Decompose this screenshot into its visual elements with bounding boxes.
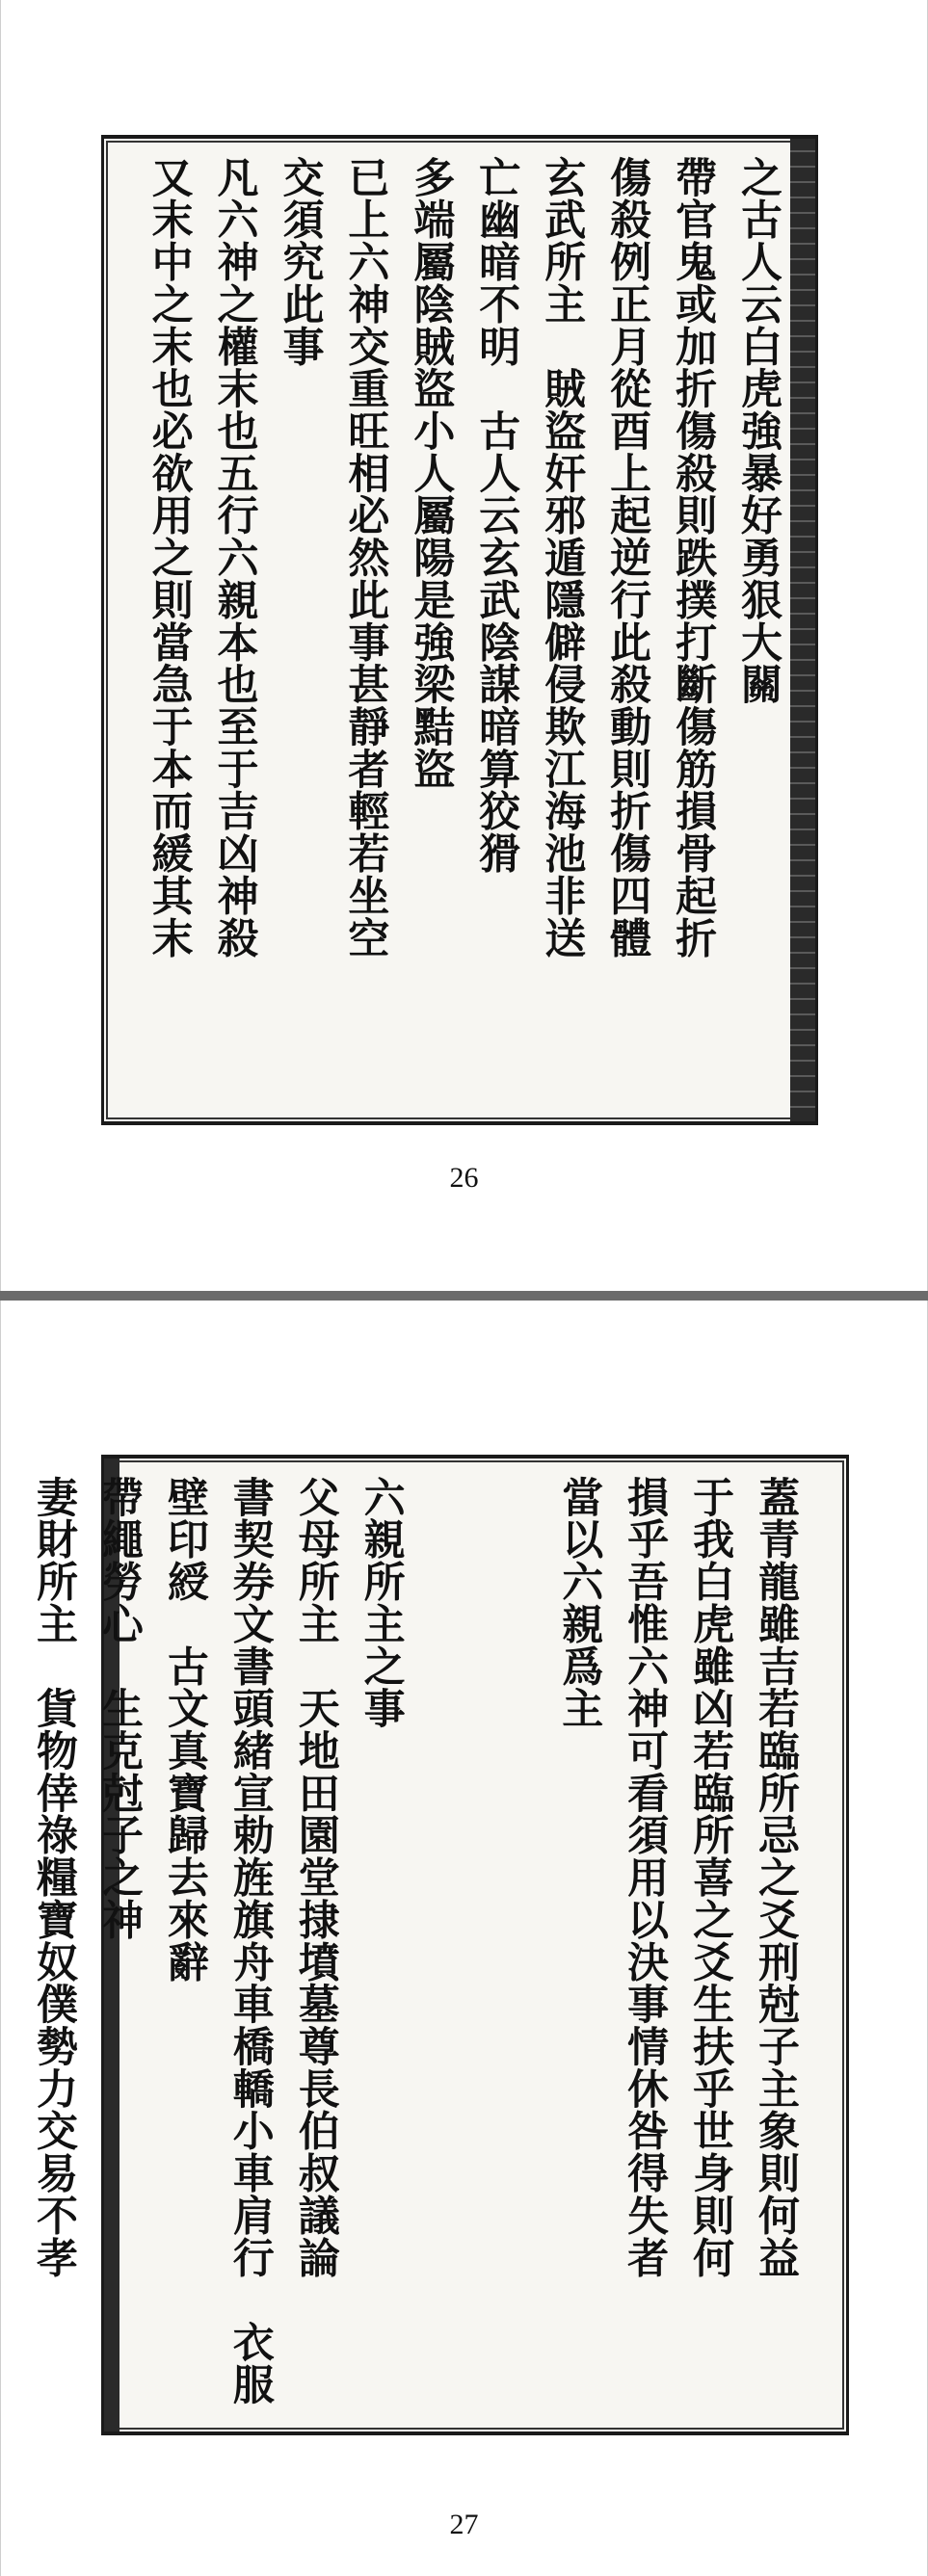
text-column: 傷殺例正月從酉上起逆行此殺動則折傷四體: [603, 156, 652, 959]
text-column: 交須究此事: [276, 156, 325, 368]
text-column: 書契券文書頭緒宣勅旌旗舟車橋轎小車肩行 衣服: [225, 1476, 275, 2405]
text-column: 壁印綬 古文真寶歸去來辭: [160, 1476, 209, 1984]
page-number: 27: [449, 2509, 479, 2540]
text-column: 已上六神交重旺相必然此事甚靜者輕若坐空: [341, 156, 390, 959]
section-heading: 六親所主之事: [357, 1476, 406, 1730]
text-column: 之古人云白虎強暴好勇狠大關: [734, 156, 782, 706]
text-column: 蓋青龍雖吉若臨所忌之爻刑尅子主象則何益: [752, 1476, 800, 2279]
text-column: 玄武所主 賊盜奸邪遁隱僻侵欺江海池非送: [538, 156, 587, 959]
text-column: 損乎吾惟六神可看須用以決事情休咎得失者: [621, 1476, 670, 2279]
page-separator: [0, 1291, 928, 1301]
text-column: 妻財所主 貨物倖祿糧寶奴僕勢力交易不孝: [29, 1476, 78, 2279]
scanned-text-block: [101, 135, 818, 1125]
text-column: 當以六親爲主: [555, 1476, 604, 1730]
page-edge-decoration: [790, 139, 815, 1121]
document-page-27: [0, 1301, 928, 2576]
text-column: 父母所主 天地田園堂捸墳墓尊長伯叔議論: [291, 1476, 340, 2279]
vertical-text-body: [129, 156, 790, 1104]
text-column: 帶繩勞心 生克尅子之神: [94, 1476, 144, 1941]
text-column: 于我白虎雖凶若臨所喜之爻生扶乎世身則何: [686, 1476, 735, 2279]
scanned-text-block: [29, 1455, 849, 2435]
vertical-text-body: [29, 1476, 808, 2414]
text-column: 帶官鬼或加折傷殺則跌撲打斷傷筋損骨起折: [669, 156, 718, 959]
text-column: 凡六神之權末也五行六親本也至于吉凶神殺: [210, 156, 259, 959]
text-column: 又末中之末也必欲用之則當急于本而緩其末: [145, 156, 194, 959]
text-column: 亡幽暗不明 古人云玄武陰謀暗算狡猾: [472, 156, 521, 875]
page-number: 26: [449, 1162, 479, 1194]
text-column: 多端屬陰賊盜小人屬陽是強梁黠盜: [407, 156, 456, 790]
